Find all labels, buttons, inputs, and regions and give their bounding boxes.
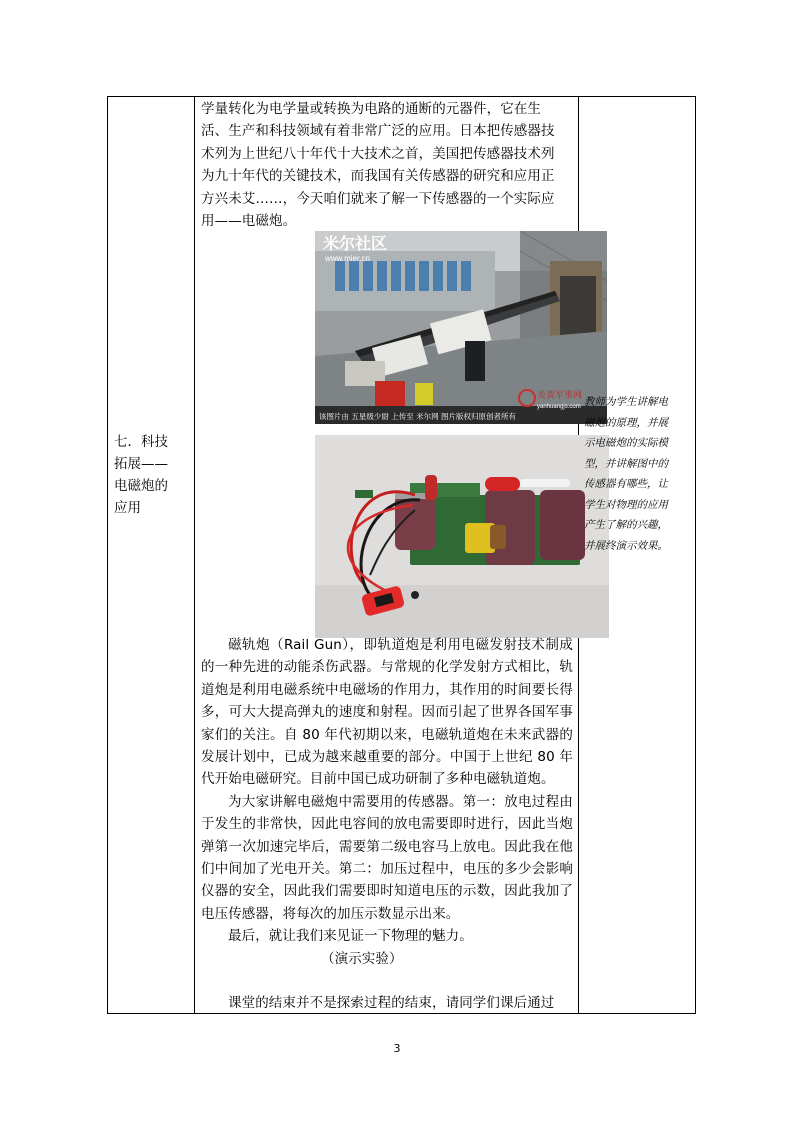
photo-caption: 该图片由 五星级少尉 上传至 米尔网 图片版权归原创者所有 xyxy=(319,412,517,421)
section-title-line: 七．科技 xyxy=(114,434,168,450)
intro-line: 为九十年代的关键技术，而我国有关传感器的研究和应用正 xyxy=(201,168,555,185)
body-text xyxy=(201,634,573,1015)
teacher-note-column xyxy=(579,97,697,1013)
intro-text xyxy=(201,98,573,232)
page-number: 3 xyxy=(393,1042,401,1055)
intro-line: 方兴未艾……，今天咱们就来了解一下传感器的一个实际应 xyxy=(201,190,555,207)
intro-line: 用——电磁炮。 xyxy=(201,213,297,230)
coilgun-model-photo xyxy=(315,435,609,638)
railgun-lab-photo xyxy=(315,231,607,424)
content-column xyxy=(195,97,583,1013)
section-title-line: 拓展—— xyxy=(114,456,168,472)
coilgun-model-illustration xyxy=(315,435,609,638)
section-title xyxy=(114,431,190,519)
railgun-lab-illustration xyxy=(315,231,607,424)
demo-label: （演示实验） xyxy=(321,950,403,967)
logo-text: 炎黄军事网 xyxy=(537,391,583,401)
paragraph: 为大家讲解电磁炮中需要用的传感器。第一：放电过程由于发生的非常快，因此电容间的放电需要即时进行，因此当炮弹第一次加速完毕后，需要第二级电容马上放电。因此我在他们中间加了光电开关。第二：加压过程中，电压的多少会影响仪器的安全，因此我们需要即时知道电压的示数，因此我加了电压传感器，将每次的加压示数显示出来。 xyxy=(201,793,573,922)
watermark-url: www.mier.cn xyxy=(325,254,370,263)
note-line: 产生了解的兴趣， xyxy=(584,519,668,531)
note-line: 示电磁炮的实际模 xyxy=(584,437,668,449)
note-line: 并展终演示效果。 xyxy=(584,539,668,552)
note-line: 磁炮的原理，并展 xyxy=(584,416,668,429)
paragraph: 磁轨炮（Rail Gun），即轨道炮是利用电磁发射技术制成的一种先进的动能杀伤武器。与常规的化学发射方式相比，轨道炮是利用电磁系统中电磁场的作用力，其作用的时间要长得多，可大大提高弹丸的速度和射程。因而引起了世界各国军事家们的关注。自 80 年代初期以来，电磁轨道炮在未来武器的发展计划中，已成为越来越重要的部分。中国于上世纪 80 年代开始电磁研究。目前中国已成功研制了多种电磁轨道炮。 xyxy=(201,637,573,788)
lesson-table xyxy=(107,96,696,1014)
paragraph: 课堂的结束并不是探索过程的结束，请同学们课后通过 xyxy=(228,995,555,1012)
intro-line: 活、生产和科技领域有着非常广泛的应用。日本把传感器技 xyxy=(201,123,555,140)
section-title-line: 应用 xyxy=(114,500,141,516)
watermark-text: 米尔社区 xyxy=(323,236,388,253)
note-line: 传感器有哪些，让 xyxy=(584,478,668,490)
intro-line: 学量转化为电学量或转换为电路的通断的元器件，它在生 xyxy=(201,101,541,117)
note-line: 教师为学生讲解电 xyxy=(584,396,668,408)
note-line: 学生对物理的应用 xyxy=(584,498,668,511)
intro-line: 术列为上世纪八十年代十大技术之首，美国把传感器技术列 xyxy=(201,145,555,162)
section-column xyxy=(108,97,194,1013)
paragraph: 最后，就让我们来见证一下物理的魅力。 xyxy=(228,928,473,945)
note-line: 型，并讲解图中的 xyxy=(584,457,668,470)
blank-line xyxy=(201,970,573,992)
teacher-note xyxy=(584,392,694,556)
section-title-line: 电磁炮的 xyxy=(114,478,168,494)
logo-url: yanhuangjs.com xyxy=(537,404,581,410)
